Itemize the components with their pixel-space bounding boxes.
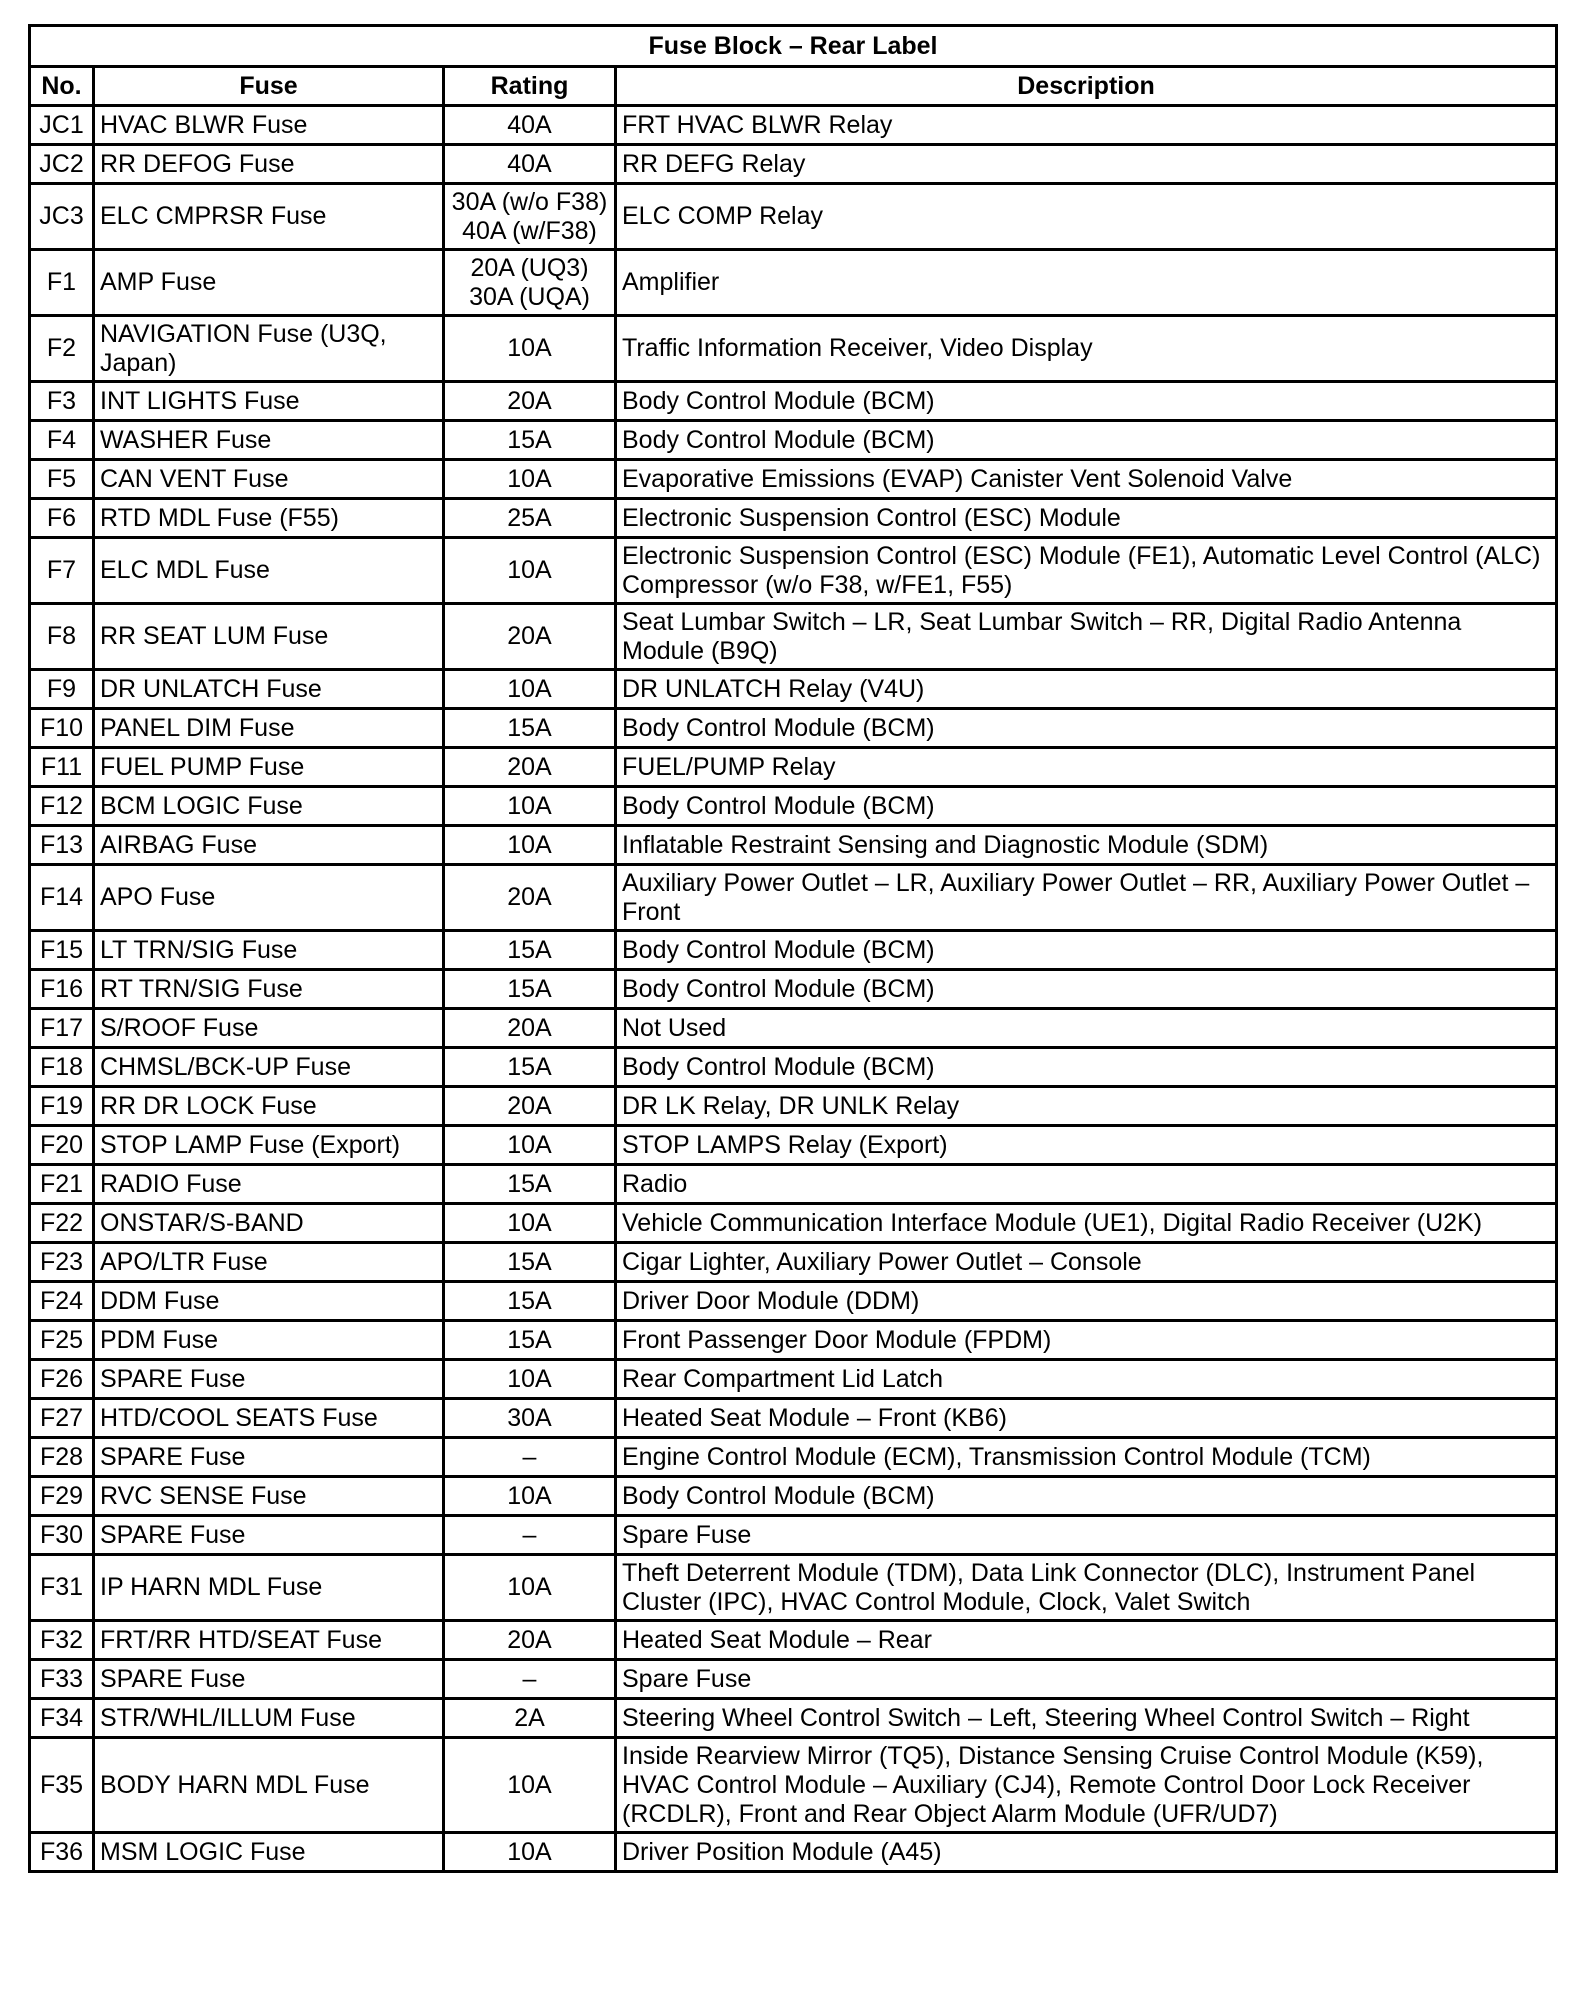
- fuse-rating: [444, 1048, 616, 1087]
- table-row: [30, 1360, 1557, 1399]
- fuse-rating: [444, 1738, 616, 1833]
- fuse-number: JC2: [30, 145, 94, 184]
- rating-value: 40A: [507, 110, 552, 139]
- fuse-number: F26: [30, 1360, 94, 1399]
- table-row: [30, 865, 1557, 931]
- table-row: [30, 1204, 1557, 1243]
- fuse-number: F15: [30, 931, 94, 970]
- table-row: [30, 1438, 1557, 1477]
- rating-value: 10A: [507, 334, 552, 362]
- fuse-description: Evaporative Emissions (EVAP) Canister Vent Solenoid Valve: [616, 460, 1557, 499]
- fuse-name: APO Fuse: [94, 865, 444, 931]
- fuse-description: Auxiliary Power Outlet – LR, Auxiliary Power Outlet – RR, Auxiliary Power Outlet – Front: [616, 865, 1557, 931]
- table-row: [30, 1399, 1557, 1438]
- fuse-description: Electronic Suspension Control (ESC) Module (FE1), Automatic Level Control (ALC) Compressor (w/o F38, w/FE1, F55): [616, 538, 1557, 604]
- fuse-number: F18: [30, 1048, 94, 1087]
- fuse-description: Rear Compartment Lid Latch: [616, 1360, 1557, 1399]
- rating-value: 30A (UQA): [469, 282, 590, 311]
- table-row: [30, 316, 1557, 382]
- fuse-number: F32: [30, 1621, 94, 1660]
- fuse-name: S/ROOF Fuse: [94, 1009, 444, 1048]
- rating-value: 20A: [507, 752, 552, 781]
- column-header-description: Description: [616, 67, 1557, 106]
- table-header-row: [30, 67, 1557, 106]
- fuse-rating: [444, 787, 616, 826]
- fuse-rating: [444, 1516, 616, 1555]
- fuse-number: F14: [30, 865, 94, 931]
- fuse-number: F28: [30, 1438, 94, 1477]
- fuse-description: Electronic Suspension Control (ESC) Module: [616, 499, 1557, 538]
- fuse-name: BCM LOGIC Fuse: [94, 787, 444, 826]
- fuse-description: RR DEFG Relay: [616, 145, 1557, 184]
- fuse-description: Inside Rearview Mirror (TQ5), Distance Sensing Cruise Control Module (K59), HVAC Control Module – Auxiliary (CJ4), Remote Control Door Lock Receiver (RCDLR), Front and Rear Object Alarm Module (UFR/UD7): [616, 1738, 1557, 1833]
- fuse-rating: [444, 1833, 616, 1872]
- fuse-number: F33: [30, 1660, 94, 1699]
- fuse-name: BODY HARN MDL Fuse: [94, 1738, 444, 1833]
- fuse-description: Front Passenger Door Module (FPDM): [616, 1321, 1557, 1360]
- table-row: [30, 1165, 1557, 1204]
- fuse-description: Traffic Information Receiver, Video Display: [616, 316, 1557, 382]
- rating-value: 2A: [514, 1703, 545, 1732]
- rating-value: 15A: [507, 1169, 552, 1198]
- rating-value: 10A: [507, 1130, 552, 1159]
- fuse-number: F6: [30, 499, 94, 538]
- fuse-name: MSM LOGIC Fuse: [94, 1833, 444, 1872]
- fuse-rating: [444, 1660, 616, 1699]
- rating-value: –: [522, 1520, 537, 1549]
- fuse-number: F34: [30, 1699, 94, 1738]
- fuse-description: Steering Wheel Control Switch – Left, Steering Wheel Control Switch – Right: [616, 1699, 1557, 1738]
- table-title-row: [30, 26, 1557, 67]
- fuse-description: ELC COMP Relay: [616, 184, 1557, 250]
- table-row: [30, 787, 1557, 826]
- rating-value: 10A: [507, 1364, 552, 1393]
- rating-value: 20A: [507, 386, 552, 415]
- fuse-name: DR UNLATCH Fuse: [94, 670, 444, 709]
- rating-value: 10A: [507, 556, 552, 584]
- rating-value: 10A: [507, 1573, 552, 1601]
- fuse-name: RVC SENSE Fuse: [94, 1477, 444, 1516]
- fuse-description: Heated Seat Module – Front (KB6): [616, 1399, 1557, 1438]
- table-row: [30, 748, 1557, 787]
- fuse-name: IP HARN MDL Fuse: [94, 1555, 444, 1621]
- fuse-number: F23: [30, 1243, 94, 1282]
- rating-value: 10A: [507, 830, 552, 859]
- fuse-name: PANEL DIM Fuse: [94, 709, 444, 748]
- fuse-rating: [444, 865, 616, 931]
- fuse-rating: [444, 1399, 616, 1438]
- fuse-name: RR DEFOG Fuse: [94, 145, 444, 184]
- table-row: [30, 106, 1557, 145]
- fuse-rating: [444, 184, 616, 250]
- fuse-description: Body Control Module (BCM): [616, 1048, 1557, 1087]
- rating-value: 20A (UQ3): [470, 253, 589, 282]
- fuse-name: ELC CMPRSR Fuse: [94, 184, 444, 250]
- rating-value: 10A: [507, 464, 552, 493]
- table-row: [30, 1738, 1557, 1833]
- table-row: [30, 1477, 1557, 1516]
- fuse-number: F16: [30, 970, 94, 1009]
- fuse-name: SPARE Fuse: [94, 1660, 444, 1699]
- fuse-name: SPARE Fuse: [94, 1360, 444, 1399]
- fuse-rating: [444, 670, 616, 709]
- table-row: [30, 1243, 1557, 1282]
- rating-value: 10A: [507, 1208, 552, 1237]
- fuse-number: F35: [30, 1738, 94, 1833]
- fuse-number: F11: [30, 748, 94, 787]
- rating-value: 15A: [507, 713, 552, 742]
- fuse-rating: [444, 421, 616, 460]
- fuse-rating: [444, 826, 616, 865]
- fuse-description: Body Control Module (BCM): [616, 421, 1557, 460]
- fuse-rating: [444, 1360, 616, 1399]
- fuse-name: CHMSL/BCK-UP Fuse: [94, 1048, 444, 1087]
- fuse-number: F2: [30, 316, 94, 382]
- fuse-rating: [444, 1699, 616, 1738]
- table-row: [30, 1555, 1557, 1621]
- fuse-description: Body Control Module (BCM): [616, 787, 1557, 826]
- fuse-description: Spare Fuse: [616, 1660, 1557, 1699]
- fuse-description: Body Control Module (BCM): [616, 382, 1557, 421]
- fuse-rating: [444, 460, 616, 499]
- rating-value: 10A: [507, 674, 552, 703]
- fuse-number: F29: [30, 1477, 94, 1516]
- fuse-description: Seat Lumbar Switch – LR, Seat Lumbar Switch – RR, Digital Radio Antenna Module (B9Q): [616, 604, 1557, 670]
- table-row: [30, 1282, 1557, 1321]
- fuse-description: Inflatable Restraint Sensing and Diagnostic Module (SDM): [616, 826, 1557, 865]
- fuse-description: DR LK Relay, DR UNLK Relay: [616, 1087, 1557, 1126]
- fuse-description: Spare Fuse: [616, 1516, 1557, 1555]
- fuse-rating: [444, 316, 616, 382]
- fuse-rows: [30, 106, 1557, 1872]
- fuse-name: SPARE Fuse: [94, 1438, 444, 1477]
- table-row: [30, 709, 1557, 748]
- fuse-name: AIRBAG Fuse: [94, 826, 444, 865]
- table-row: [30, 499, 1557, 538]
- column-header-no: No.: [30, 67, 94, 106]
- fuse-number: JC3: [30, 184, 94, 250]
- fuse-rating: [444, 145, 616, 184]
- fuse-name: HVAC BLWR Fuse: [94, 106, 444, 145]
- fuse-name: RADIO Fuse: [94, 1165, 444, 1204]
- table-row: [30, 382, 1557, 421]
- table-row: [30, 826, 1557, 865]
- fuse-description: Driver Door Module (DDM): [616, 1282, 1557, 1321]
- fuse-name: HTD/COOL SEATS Fuse: [94, 1399, 444, 1438]
- fuse-rating: [444, 538, 616, 604]
- fuse-number: F8: [30, 604, 94, 670]
- fuse-rating: [444, 1438, 616, 1477]
- fuse-rating: [444, 382, 616, 421]
- fuse-description: Radio: [616, 1165, 1557, 1204]
- fuse-number: F17: [30, 1009, 94, 1048]
- rating-value: 20A: [507, 622, 552, 650]
- fuse-rating: [444, 1165, 616, 1204]
- table-row: [30, 1833, 1557, 1872]
- fuse-description: FRT HVAC BLWR Relay: [616, 106, 1557, 145]
- fuse-number: F21: [30, 1165, 94, 1204]
- rating-value: 25A: [507, 503, 552, 532]
- fuse-table: [28, 24, 1558, 1873]
- column-header-fuse: Fuse: [94, 67, 444, 106]
- fuse-block-label: [28, 24, 1555, 1873]
- rating-value: 15A: [507, 425, 552, 454]
- table-row: [30, 1621, 1557, 1660]
- rating-value: 15A: [507, 1052, 552, 1081]
- fuse-name: WASHER Fuse: [94, 421, 444, 460]
- fuse-rating: [444, 1477, 616, 1516]
- table-row: [30, 460, 1557, 499]
- fuse-number: F25: [30, 1321, 94, 1360]
- fuse-description: DR UNLATCH Relay (V4U): [616, 670, 1557, 709]
- fuse-rating: [444, 604, 616, 670]
- column-header-rating: Rating: [444, 67, 616, 106]
- fuse-name: RTD MDL Fuse (F55): [94, 499, 444, 538]
- fuse-number: F30: [30, 1516, 94, 1555]
- rating-value: 20A: [507, 1013, 552, 1042]
- table-row: [30, 1699, 1557, 1738]
- fuse-description: Body Control Module (BCM): [616, 931, 1557, 970]
- table-row: [30, 145, 1557, 184]
- rating-value: –: [522, 1664, 537, 1693]
- fuse-number: F36: [30, 1833, 94, 1872]
- rating-value: 15A: [507, 974, 552, 1003]
- fuse-rating: [444, 1087, 616, 1126]
- fuse-description: Driver Position Module (A45): [616, 1833, 1557, 1872]
- fuse-number: F7: [30, 538, 94, 604]
- fuse-rating: [444, 1126, 616, 1165]
- table-row: [30, 1321, 1557, 1360]
- fuse-name: ELC MDL Fuse: [94, 538, 444, 604]
- fuse-description: STOP LAMPS Relay (Export): [616, 1126, 1557, 1165]
- fuse-description: Engine Control Module (ECM), Transmission Control Module (TCM): [616, 1438, 1557, 1477]
- rating-value: 10A: [507, 1837, 552, 1866]
- rating-value: 10A: [507, 1481, 552, 1510]
- table-row: [30, 670, 1557, 709]
- fuse-rating: [444, 748, 616, 787]
- rating-value: 20A: [507, 1091, 552, 1120]
- rating-value: 10A: [507, 1770, 552, 1799]
- table-row: [30, 970, 1557, 1009]
- table-row: [30, 1087, 1557, 1126]
- fuse-number: F5: [30, 460, 94, 499]
- table-row: [30, 1048, 1557, 1087]
- fuse-description: Vehicle Communication Interface Module (UE1), Digital Radio Receiver (U2K): [616, 1204, 1557, 1243]
- fuse-number: F19: [30, 1087, 94, 1126]
- fuse-number: F22: [30, 1204, 94, 1243]
- fuse-name: APO/LTR Fuse: [94, 1243, 444, 1282]
- fuse-description: Theft Deterrent Module (TDM), Data Link Connector (DLC), Instrument Panel Cluster (IPC), HVAC Control Module, Clock, Valet Switch: [616, 1555, 1557, 1621]
- table-row: [30, 931, 1557, 970]
- fuse-number: JC1: [30, 106, 94, 145]
- fuse-name: INT LIGHTS Fuse: [94, 382, 444, 421]
- fuse-name: AMP Fuse: [94, 250, 444, 316]
- fuse-name: NAVIGATION Fuse (U3Q, Japan): [94, 316, 444, 382]
- fuse-description: Body Control Module (BCM): [616, 709, 1557, 748]
- rating-value: 20A: [507, 1625, 552, 1654]
- fuse-rating: [444, 106, 616, 145]
- fuse-number: F27: [30, 1399, 94, 1438]
- rating-value: 20A: [507, 883, 552, 911]
- fuse-number: F9: [30, 670, 94, 709]
- fuse-description: Cigar Lighter, Auxiliary Power Outlet – Console: [616, 1243, 1557, 1282]
- fuse-number: F4: [30, 421, 94, 460]
- table-row: [30, 250, 1557, 316]
- fuse-rating: [444, 709, 616, 748]
- table-row: [30, 1660, 1557, 1699]
- fuse-description: Body Control Module (BCM): [616, 970, 1557, 1009]
- fuse-number: F1: [30, 250, 94, 316]
- fuse-name: RR SEAT LUM Fuse: [94, 604, 444, 670]
- table-row: [30, 604, 1557, 670]
- fuse-name: STR/WHL/ILLUM Fuse: [94, 1699, 444, 1738]
- fuse-rating: [444, 1621, 616, 1660]
- rating-value: 15A: [507, 935, 552, 964]
- rating-value: 15A: [507, 1325, 552, 1354]
- rating-value: 10A: [507, 791, 552, 820]
- fuse-description: FUEL/PUMP Relay: [616, 748, 1557, 787]
- fuse-name: STOP LAMP Fuse (Export): [94, 1126, 444, 1165]
- rating-value: 15A: [507, 1247, 552, 1276]
- fuse-description: Not Used: [616, 1009, 1557, 1048]
- rating-value: 15A: [507, 1286, 552, 1315]
- fuse-name: LT TRN/SIG Fuse: [94, 931, 444, 970]
- table-row: [30, 538, 1557, 604]
- fuse-rating: [444, 1282, 616, 1321]
- fuse-number: F20: [30, 1126, 94, 1165]
- fuse-rating: [444, 1321, 616, 1360]
- fuse-rating: [444, 1009, 616, 1048]
- rating-value: 30A: [507, 1403, 552, 1432]
- fuse-number: F3: [30, 382, 94, 421]
- rating-value: 40A (w/F38): [462, 216, 597, 245]
- table-row: [30, 1009, 1557, 1048]
- fuse-number: F10: [30, 709, 94, 748]
- table-row: [30, 1126, 1557, 1165]
- rating-value: 30A (w/o F38): [451, 187, 608, 216]
- fuse-rating: [444, 970, 616, 1009]
- fuse-rating: [444, 250, 616, 316]
- fuse-name: PDM Fuse: [94, 1321, 444, 1360]
- fuse-name: RR DR LOCK Fuse: [94, 1087, 444, 1126]
- fuse-number: F12: [30, 787, 94, 826]
- fuse-description: Heated Seat Module – Rear: [616, 1621, 1557, 1660]
- fuse-name: CAN VENT Fuse: [94, 460, 444, 499]
- fuse-name: ONSTAR/S-BAND: [94, 1204, 444, 1243]
- fuse-number: F13: [30, 826, 94, 865]
- fuse-rating: [444, 1243, 616, 1282]
- fuse-number: F24: [30, 1282, 94, 1321]
- rating-value: 40A: [507, 149, 552, 178]
- fuse-rating: [444, 499, 616, 538]
- table-title: Fuse Block – Rear Label: [30, 26, 1557, 67]
- fuse-description: Amplifier: [616, 250, 1557, 316]
- fuse-name: FRT/RR HTD/SEAT Fuse: [94, 1621, 444, 1660]
- fuse-number: F31: [30, 1555, 94, 1621]
- table-row: [30, 1516, 1557, 1555]
- fuse-name: FUEL PUMP Fuse: [94, 748, 444, 787]
- fuse-rating: [444, 931, 616, 970]
- fuse-description: Body Control Module (BCM): [616, 1477, 1557, 1516]
- fuse-name: RT TRN/SIG Fuse: [94, 970, 444, 1009]
- table-row: [30, 184, 1557, 250]
- fuse-name: DDM Fuse: [94, 1282, 444, 1321]
- fuse-rating: [444, 1555, 616, 1621]
- rating-value: –: [522, 1442, 537, 1471]
- table-row: [30, 421, 1557, 460]
- fuse-name: SPARE Fuse: [94, 1516, 444, 1555]
- fuse-rating: [444, 1204, 616, 1243]
